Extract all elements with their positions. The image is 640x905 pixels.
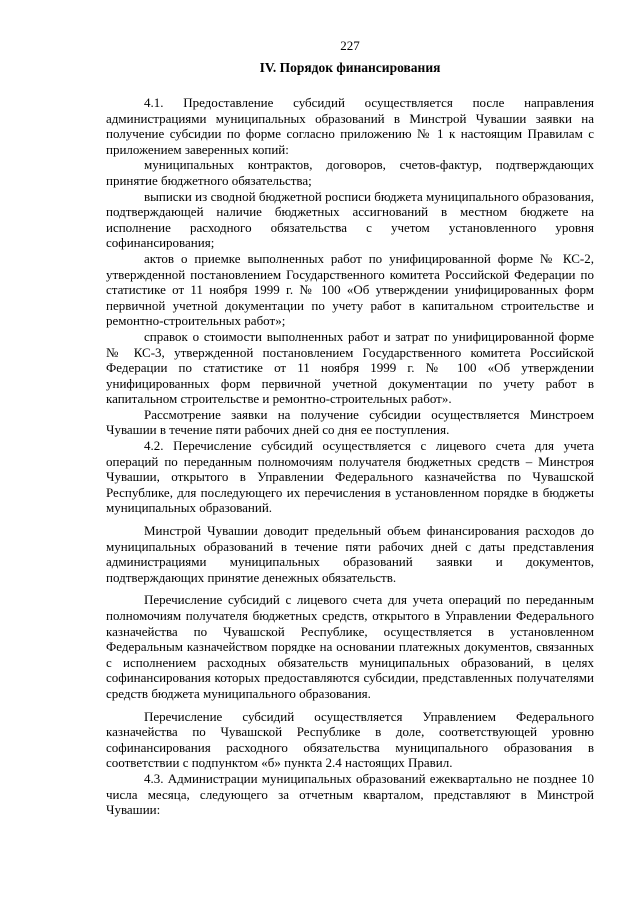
paragraph-ks2-acts: актов о приемке выполненных работ по унифицированной форме № КС-2, утвержденной постановлением Государственного комитета Российской Федерации по статистике от 11 ноября 1999 г. № 100 «Об утверждении унифицированных форм первичной учетной документации по учету работ в капитальном строительстве и ремонтно-строительных работ»; bbox=[106, 250, 594, 329]
section-title: IV. Порядок финансирования bbox=[259, 60, 441, 75]
paragraph-application-review: Рассмотрение заявки на получение субсидии осуществляется Минстроем Чувашии в течение пяти рабочих дней со дня ее поступления. bbox=[106, 406, 594, 438]
paragraph-contracts: муниципальных контрактов, договоров, счетов-фактур, подтверждающих принятие бюджетного обязательства; bbox=[106, 157, 594, 188]
paragraph-4-1: 4.1. Предоставление субсидий осуществляется после направления администрациями муниципальных образований в Минстрой Чувашии заявки на получение субсидии по форме согласно приложению № 1 к настоящим Правилам с приложением заверенных копий: bbox=[106, 95, 594, 157]
paragraph-budget-extract: выписки из сводной бюджетной росписи бюджета муниципального образования, подтверждающей наличие бюджетных ассигнований в местном бюджете на исполнение расходного обязательства с учетом установленного уровня софинансирования; bbox=[106, 188, 594, 251]
paragraph-treasury-transfer: Перечисление субсидий осуществляется Управлением Федерального казначейства по Чувашской Республике в доле, соответствующей уровню софинансирования расходного обязательства муниципального образования в соответствии с подпунктом «б» пункта 2.4 настоящих Правил. bbox=[106, 708, 594, 771]
paragraph-ks3-certificates: справок о стоимости выполненных работ и затрат по унифицированной форме № КС-3, утвержденной постановлением Государственного комитета Российской Федерации по статистике от 11 ноября 1999 г. № 100 «Об утверждении унифицированных форм первичной учетной документации по учету работ в капитальном строительстве и ремонтно-строительных работ». bbox=[106, 328, 594, 407]
paragraph-4-2: 4.2. Перечисление субсидий осуществляется с лицевого счета для учета операций по переданным полномочиям получателя бюджетных средств – Минстроя Чувашии, открытого в Управлении Федерального казначейства по Чувашской Республике, для последующего их перечисления в установленном порядке в бюджеты муниципальных образований. bbox=[106, 438, 594, 516]
document-page bbox=[106, 38, 594, 818]
paragraph-funding-limit: Минстрой Чувашии доводит предельный объем финансирования расходов до муниципальных образований в течение пяти рабочих дней с даты представления администрациями муниципальных образований заявки и документов, подтверждающих принятие денежных обязательств. bbox=[106, 523, 594, 585]
paragraph-transfer-from-account: Перечисление субсидий с лицевого счета для учета операций по переданным полномочиям получателя бюджетных средств, открытого в Управлении Федерального казначейства по Чувашской Республике, осуществляется в установленном Федеральным казначейством порядке на основании платежных документов, связанных с исполнением расходных обязательств муниципальных образований, в целях софинансирования которых предоставляются субсидии, представленных получателями средств бюджета муниципального образования. bbox=[106, 592, 594, 701]
paragraph-4-3: 4.3. Администрации муниципальных образований ежеквартально не позднее 10 числа месяца, следующего за отчетным кварталом, представляют в Минстрой Чувашии: bbox=[106, 770, 594, 818]
page-number: 227 bbox=[340, 38, 360, 53]
